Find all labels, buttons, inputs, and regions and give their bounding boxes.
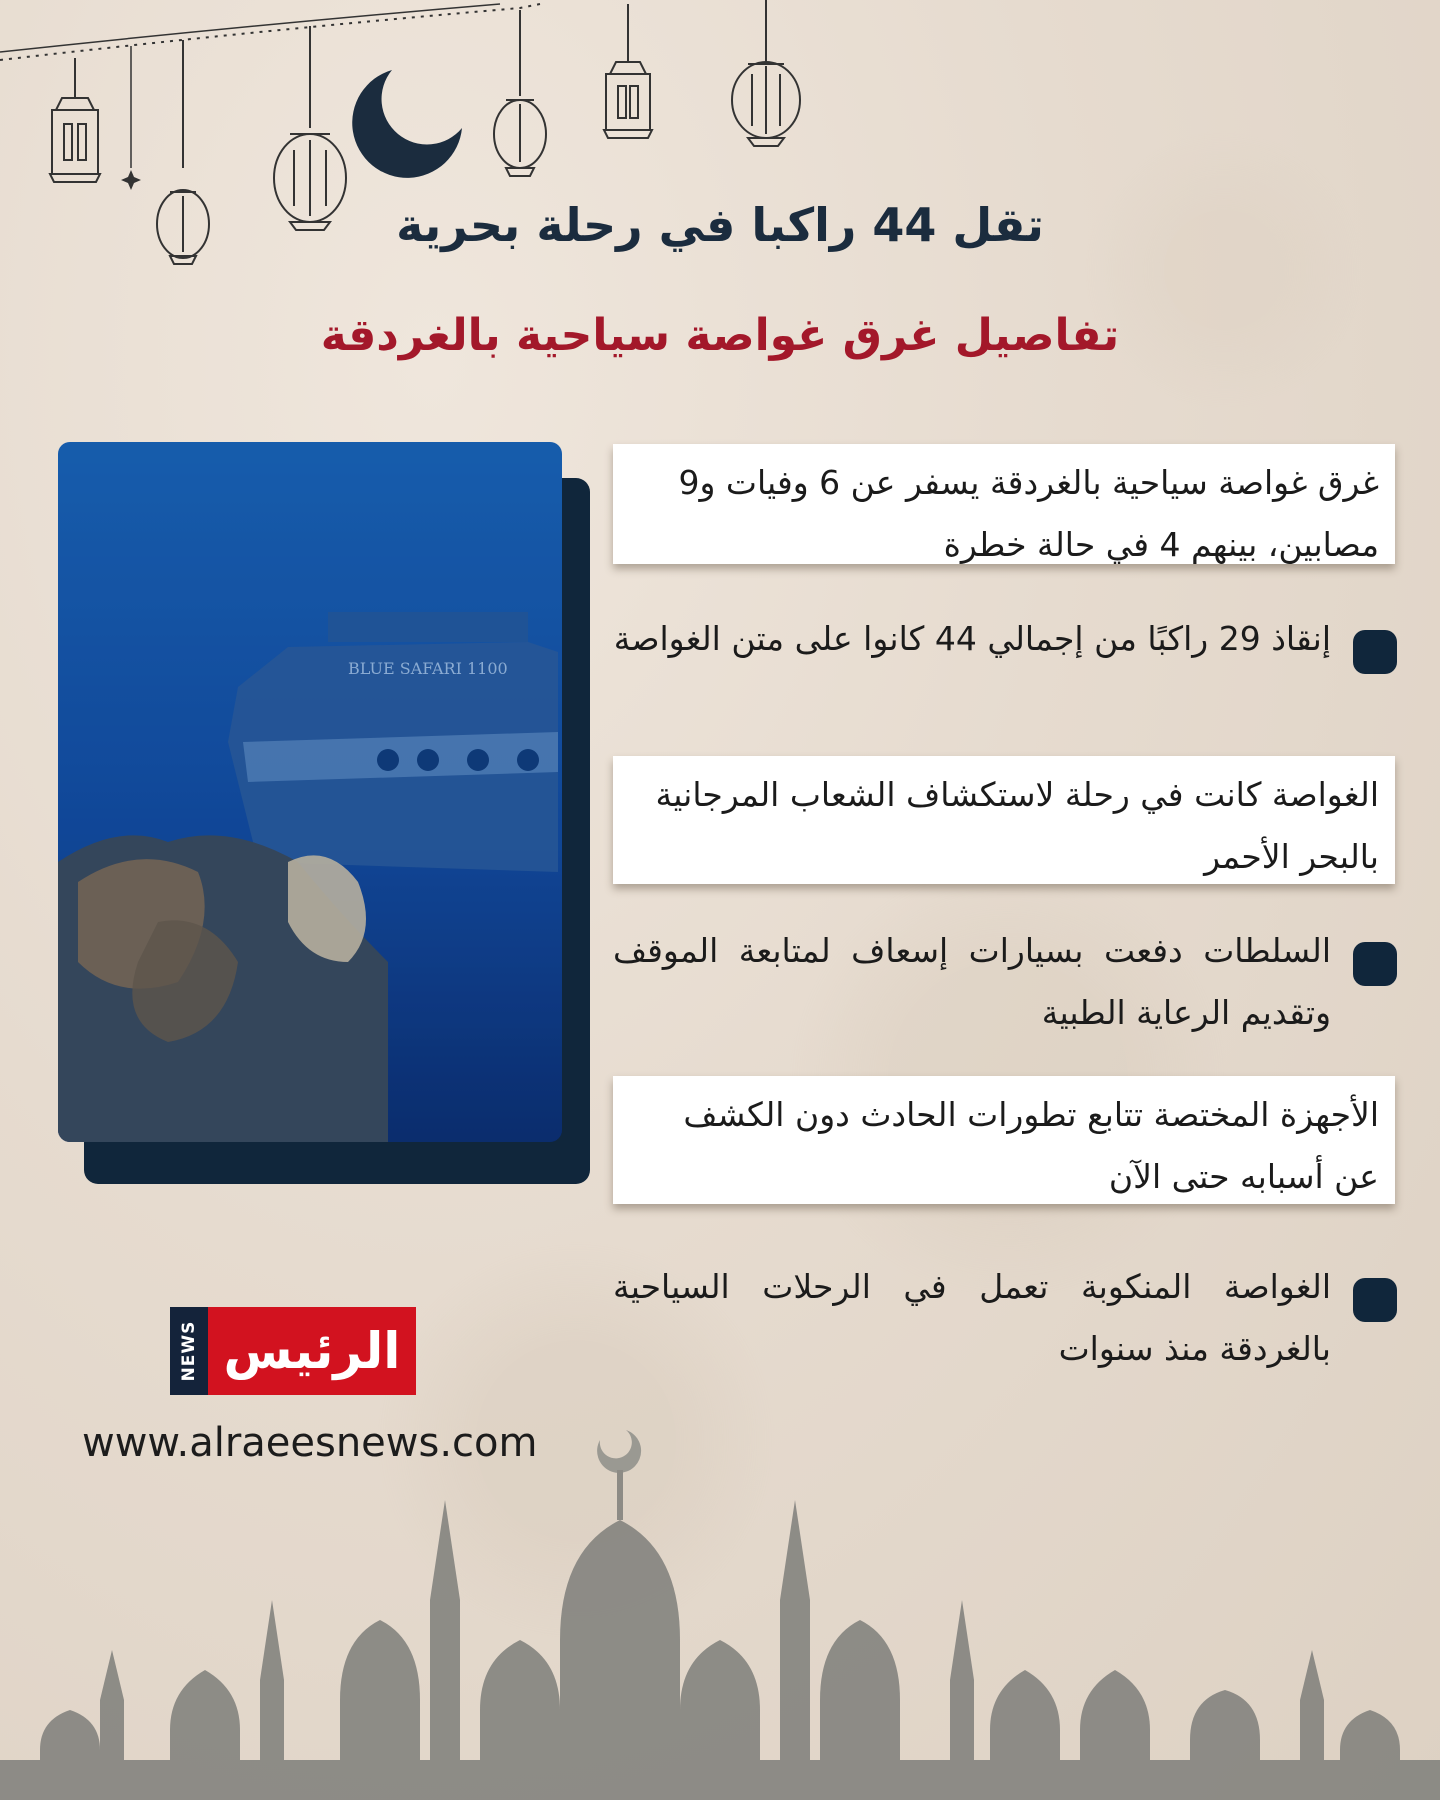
lantern-icon [50,58,100,182]
fact-text: الغواصة كانت في رحلة لاستكشاف الشعاب المرجانية بالبحر الأحمر [655,775,1379,876]
bullet-marker [1353,942,1397,986]
star-icon [121,170,141,190]
logo-text: الرئيس [208,1307,416,1395]
website-link[interactable]: www.alraeesnews.com [82,1420,538,1466]
fact-text: غرق غواصة سياحية بالغردقة يسفر عن 6 وفيات و9 مصابين، بينهم 4 في حالة خطرة [678,463,1379,564]
lantern-icon [157,40,209,264]
fact-card [613,756,1395,884]
fact-bullet [613,920,1397,1070]
fact-bullet [613,608,1397,758]
bullet-marker [1353,630,1397,674]
bullet-marker [1353,1278,1397,1322]
fact-text: الأجهزة المختصة تتابع تطورات الحادث دون الكشف عن أسبابه حتى الآن [683,1095,1379,1196]
brand-logo [170,1307,416,1395]
page-subtitle: تفاصيل غرق غواصة سياحية بالغردقة [320,310,1120,361]
fact-text: السلطات دفعت بسيارات إسعاف لمتابعة الموقف وتقديم الرعاية الطبية [613,931,1331,1032]
lantern-icon [732,0,800,146]
fact-text: إنقاذ 29 راكبًا من إجمالي 44 كانوا على متن الغواصة [613,619,1331,658]
fact-card [613,1076,1395,1204]
logo-news-tag: NEWS [170,1307,208,1395]
crescent-moon-icon [352,70,462,178]
vessel-label: BLUE SAFARI 1100 [348,659,508,678]
lantern-icon [604,4,652,138]
fact-card [613,444,1395,564]
fact-text: الغواصة المنكوبة تعمل في الرحلات السياحية بالغردقة منذ سنوات [613,1267,1331,1368]
fact-bullet [613,1256,1397,1406]
submarine-photo [58,442,562,1142]
page-title: تقل 44 راكبا في رحلة بحرية [396,198,1044,252]
lantern-icon [494,10,546,176]
